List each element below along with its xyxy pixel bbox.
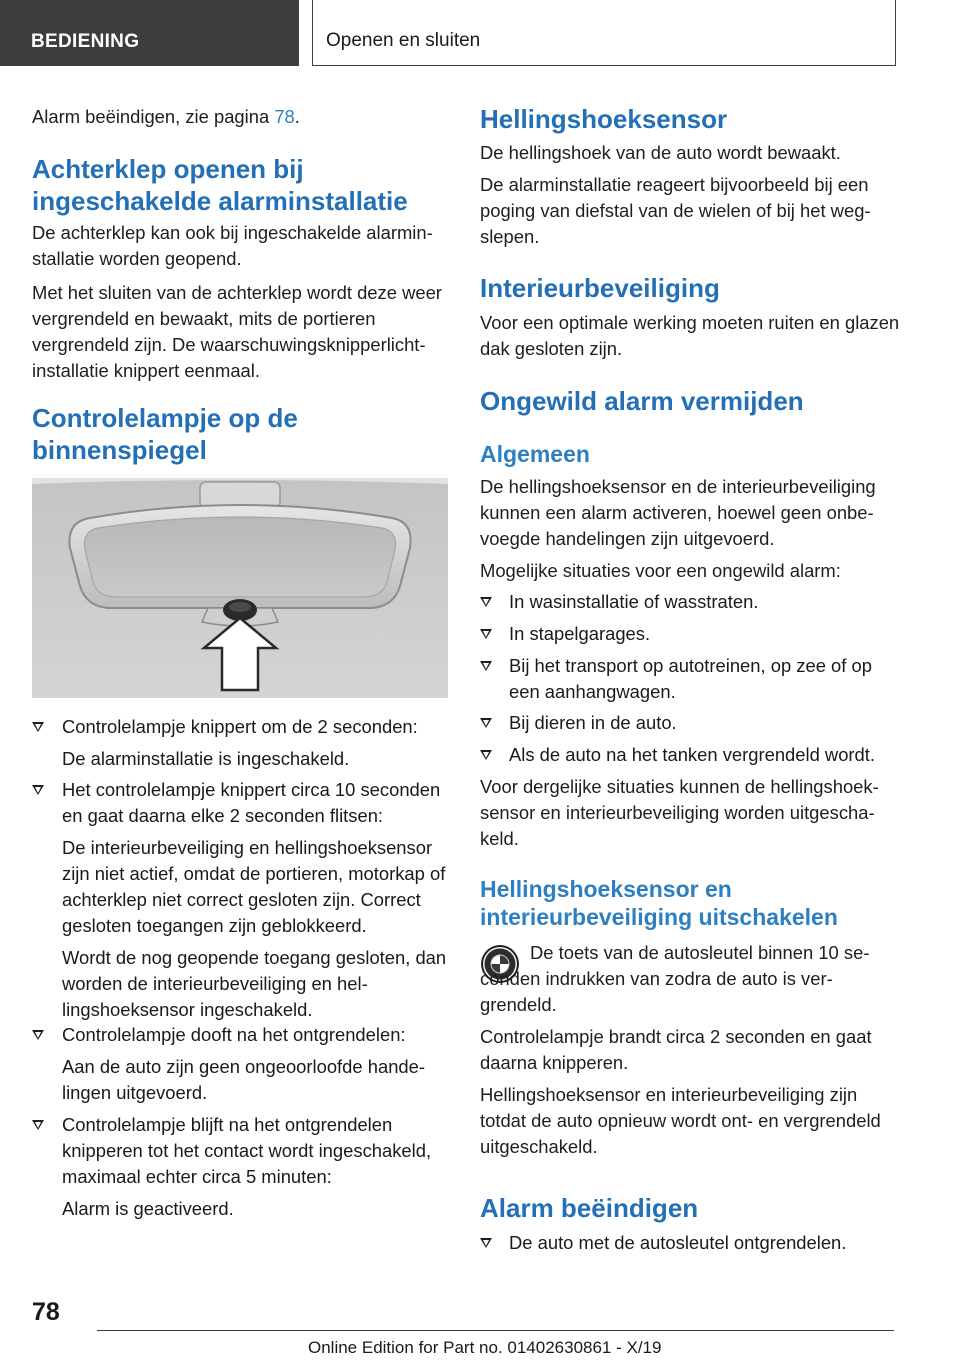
triangle-bullet-icon	[480, 718, 492, 728]
heading-disable-sensors: Hellingshoeksensor en interieurbeveiliging uitschakelen	[480, 876, 838, 930]
section-tab	[0, 0, 299, 66]
chapter-title: Openen en sluiten	[326, 30, 481, 51]
page-link[interactable]: 78	[274, 106, 295, 127]
list-item: De auto met de autosleutel ontgrendelen.	[480, 1230, 900, 1256]
paragraph-tailgate-2: Met het sluiten van de achterklep wordt deze weer vergrendeld en bewaakt, mits de portieren vergrendeld zijn. De waarschuwingsknipperlichtinstallatie knippert eenmaal.	[32, 282, 442, 381]
intro-reference: Alarm beëindigen, zie pagina 78.	[32, 106, 300, 127]
section-title: BEDIENING	[31, 31, 140, 52]
list-item: Bij dieren in de auto.	[480, 710, 900, 736]
paragraph-general-3: Voor dergelijke situaties kunnen de hellingshoeksensor en interieurbeveiliging worden uitgeschakeld.	[480, 776, 879, 849]
list-item: Bij het transport op autotreinen, op zee of op een aanhangwagen.	[480, 653, 900, 705]
footer-divider	[97, 1330, 894, 1331]
triangle-bullet-icon	[32, 785, 44, 795]
paragraph-general-2: Mogelijke situaties voor een ongewild alarm:	[480, 560, 841, 581]
paragraph-tailgate-1: De achterklep kan ook bij ingeschakelde alarminstallatie worden geopend.	[32, 222, 433, 269]
list-item: In wasinstallatie of wasstraten.	[480, 589, 900, 615]
list-item: Controlelampje blijft na het ontgrendelen knipperen tot het contact wordt ingeschakeld, maximaal echter circa 5 minuten: Alarm is geactiveerd.	[32, 1112, 452, 1222]
mirror-illustration	[32, 478, 448, 698]
list-item: Als de auto na het tanken vergrendeld wordt.	[480, 742, 900, 768]
heading-general: Algemeen	[480, 441, 590, 467]
paragraph-disable-2: Controlelampje brandt circa 2 seconden en gaat daarna knipperen.	[480, 1026, 872, 1073]
paragraph-disable-3: Hellingshoeksensor en interieurbeveiliging zijn totdat de auto opnieuw wordt ont- en vergrendeld uitgeschakeld.	[480, 1084, 881, 1157]
heading-interior-protection: Interieurbeveiliging	[480, 273, 720, 303]
triangle-bullet-icon	[480, 629, 492, 639]
footer-edition: Online Edition for Part no. 01402630861 - X/19	[308, 1338, 662, 1357]
list-item: Het controlelampje knippert circa 10 seconden en gaat daarna elke 2 seconden flitsen: De interieurbeveiliging en hellingshoeksensor zijn niet actief, omdat de portieren, motorkap of achterklep niet correct gesloten zijn. Correct gesloten toegangen zijn geblokkeerd. Wordt de nog geopende toegang gesloten, dan worden de interieurbeveiliging en hellingshoeksensor ingeschakeld.	[32, 777, 452, 1023]
chapter-tab	[312, 0, 896, 66]
rearview-mirror-icon	[32, 478, 448, 698]
triangle-bullet-icon	[480, 750, 492, 760]
paragraph-interior: Voor een optimale werking moeten ruiten en glazen dak gesloten zijn.	[480, 312, 900, 359]
triangle-bullet-icon	[32, 722, 44, 732]
triangle-bullet-icon	[480, 661, 492, 671]
heading-stop-alarm: Alarm beëindigen	[480, 1193, 699, 1223]
paragraph-disable-1: De toets van de autosleutel binnen 10 seconden indrukken van zodra de auto is vergrendeld.	[480, 942, 870, 1015]
triangle-bullet-icon	[480, 1238, 492, 1248]
heading-tilt-sensor: Hellingshoeksensor	[480, 104, 728, 134]
list-item: In stapelgarages.	[480, 621, 900, 647]
heading-avoid-false-alarm: Ongewild alarm vermijden	[480, 386, 804, 416]
triangle-bullet-icon	[480, 597, 492, 607]
list-item: Controlelampje dooft na het ontgrendelen: Aan de auto zijn geen ongeoorloofde handelingen uitgevoerd.	[32, 1022, 452, 1106]
heading-tailgate-open: Achterklep openen bij ingeschakelde alarminstallatie	[32, 154, 408, 216]
heading-indicator-mirror: Controlelampje op de binnenspiegel	[32, 403, 298, 465]
triangle-bullet-icon	[32, 1030, 44, 1040]
triangle-bullet-icon	[32, 1120, 44, 1130]
list-item: Controlelampje knippert om de 2 seconden: De alarminstallatie is ingeschakeld.	[32, 714, 452, 772]
paragraph-tilt-2: De alarminstallatie reageert bijvoorbeeld bij een poging van diefstal van de wielen of bij het wegslepen.	[480, 174, 871, 247]
paragraph-tilt-1: De hellingshoek van de auto wordt bewaakt.	[480, 142, 841, 163]
paragraph-general-1: De hellingshoeksensor en de interieurbeveiliging kunnen een alarm activeren, hoewel geen onbevoegde handelingen zijn uitgevoerd.	[480, 476, 876, 549]
page-number: 78	[32, 1298, 60, 1326]
